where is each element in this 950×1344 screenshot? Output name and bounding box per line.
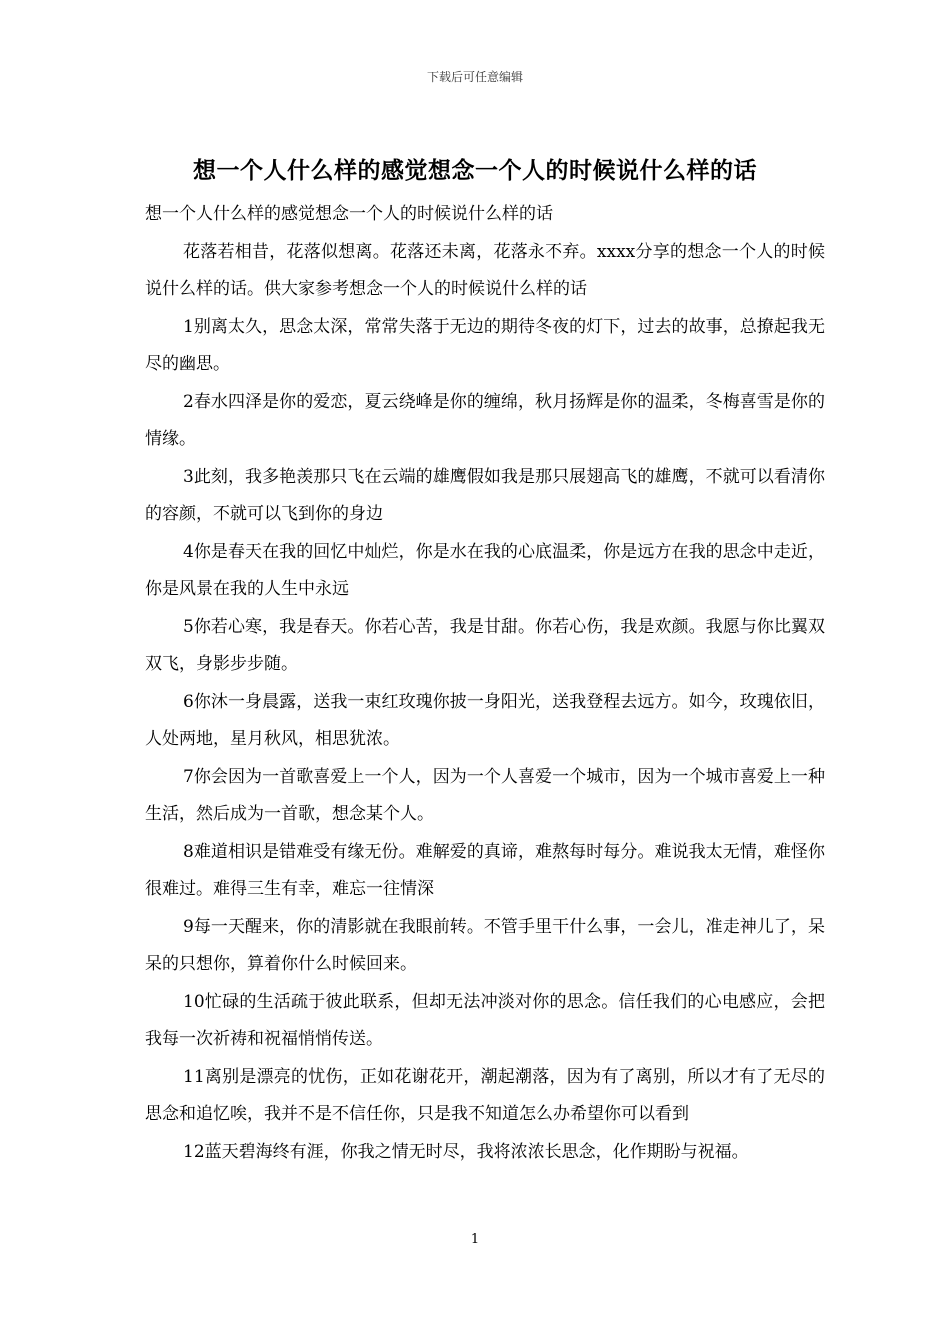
paragraph-4: 4你是春天在我的回忆中灿烂，你是水在我的心底温柔，你是远方在我的思念中走近，你是风景在我的人生中永远	[145, 541, 825, 599]
document-title: 想一个人什么样的感觉想念一个人的时候说什么样的话	[193, 157, 757, 184]
paragraph-10: 10忙碌的生活疏于彼此联系，但却无法冲淡对你的思念。信任我们的心电感应，会把我每一次祈祷和祝福悄悄传送。	[145, 991, 825, 1049]
page-number: 1	[470, 1232, 480, 1247]
paragraph-1: 1别离太久，思念太深，常常失落于无边的期待冬夜的灯下，过去的故事，总撩起我无尽的幽思。	[145, 316, 825, 374]
paragraph-5: 5你若心寒，我是春天。你若心苦，我是甘甜。你若心伤，我是欢颜。我愿与你比翼双双飞，身影步步随。	[145, 616, 825, 674]
paragraph-7: 7你会因为一首歌喜爱上一个人，因为一个人喜爱一个城市，因为一个城市喜爱上一种生活，然后成为一首歌，想念某个人。	[145, 766, 825, 824]
paragraph-intro: 花落若相昔，花落似想离。花落还未离，花落永不弃。xxxx分享的想念一个人的时候说什么样的话。供大家参考想念一个人的时候说什么样的话	[145, 241, 825, 299]
paragraph-8: 8难道相识是错难受有缘无份。难解爱的真谛，难熬每时每分。难说我太无情，难怪你很难过。难得三生有幸，难忘一往情深	[145, 841, 825, 899]
paragraph-6: 6你沐一身晨露，送我一束红玫瑰你披一身阳光，送我登程去远方。如今，玫瑰依旧，人处两地，星月秋风，相思犹浓。	[145, 691, 825, 749]
paragraph-2: 2春水四泽是你的爱恋，夏云绕峰是你的缠绵，秋月扬辉是你的温柔，冬梅喜雪是你的情缘。	[145, 391, 825, 449]
subtitle-line: 想一个人什么样的感觉想念一个人的时候说什么样的话	[145, 204, 553, 224]
paragraph-11: 11离别是漂亮的忧伤，正如花谢花开，潮起潮落，因为有了离别，所以才有了无尽的思念和追忆唉，我并不是不信任你，只是我不知道怎么办希望你可以看到	[145, 1066, 825, 1124]
paragraph-9: 9每一天醒来，你的清影就在我眼前转。不管手里干什么事，一会儿，准走神儿了，呆呆的只想你，算着你什么时候回来。	[145, 916, 825, 974]
paragraph-3: 3此刻，我多艳羡那只飞在云端的雄鹰假如我是那只展翅高飞的雄鹰，不就可以看清你的容颜，不就可以飞到你的身边	[145, 466, 825, 524]
header-note: 下载后可任意编辑	[426, 70, 523, 84]
paragraph-12: 12蓝天碧海终有涯，你我之情无时尽，我将浓浓长思念，化作期盼与祝福。	[183, 1141, 749, 1162]
document-body	[145, 196, 825, 1171]
